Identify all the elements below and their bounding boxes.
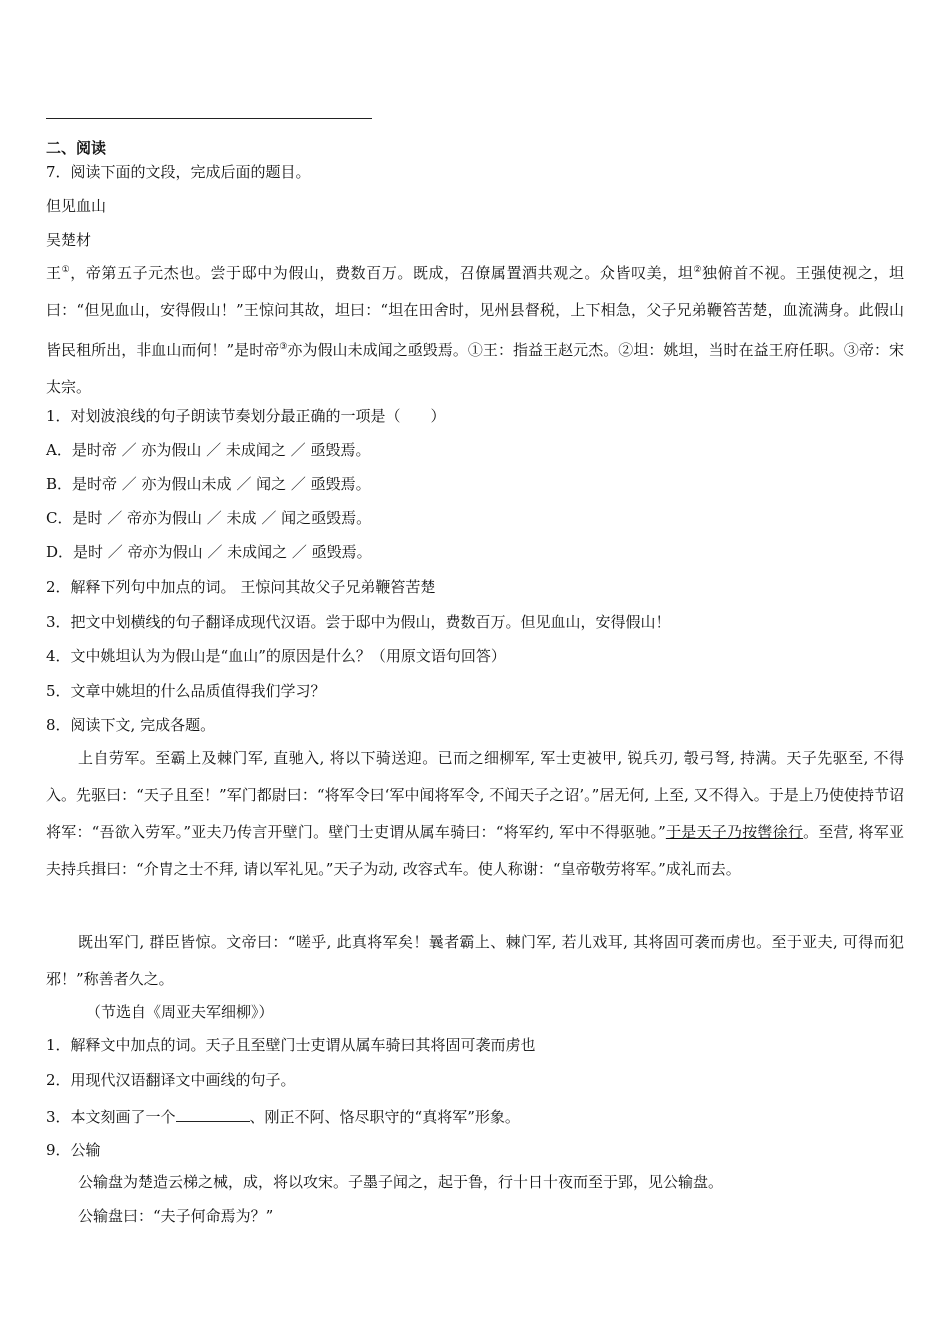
q9-title: 9．公输 [46,1141,101,1159]
q7-option-a: A．是时帝 ／ 亦为假山 ／ 未成闻之 ／ 亟毁焉。 [46,441,371,459]
section-title: 二、阅读 [46,139,107,157]
q7-option-d: D．是时 ／ 帝亦为假山 ／ 未成闻之 ／ 亟毁焉。 [46,543,372,561]
q8-source: （节选自《周亚夫军细柳》） [86,1003,274,1021]
q7-sub5: 5．文章中姚坦的什么品质值得我们学习？ [46,682,326,700]
q7-option-b: B．是时帝 ／ 亦为假山未成 ／ 闻之 ／ 亟毁焉。 [46,475,371,493]
q7-passage-title: 但见血山 [46,197,107,215]
q8-sub2: 2．用现代汉语翻译文中画线的句子。 [46,1071,296,1089]
answer-line [46,118,372,119]
note-mark: ① [61,265,71,275]
q7-sub4: 4．文中姚坦认为为假山是“血山”的原因是什么？（用原文语句回答） [46,647,506,665]
q8-sub3: 3．本文刻画了一个 、刚正不阿、恪尽职守的“真将军”形象。 [46,1105,520,1127]
q7-sub2: 2．解释下列句中加点的词。 王惊问其故父子兄弟鞭笞苦楚 [46,578,436,596]
q8-intro: 8．阅读下文, 完成各题。 [46,716,216,734]
q9-line-2: 公输盘曰：“夫子何命焉为？” [78,1207,274,1225]
q8-paragraph-2: 既出军门, 群臣皆惊。文帝曰：“嗟乎, 此真将军矣！曩者霸上、棘门军, 若儿戏耳, 其将固可袭而虏也。至于亚夫, 可得而犯邪！”称善者久之。 [46,933,904,988]
note-mark: ③ [279,342,288,352]
q8-sub1: 1．解释文中加点的词。天子且至壁门士吏谓从属车骑曰其将固可袭而虏也 [46,1036,536,1054]
fill-blank[interactable] [176,1105,250,1122]
q7-option-c: C．是时 ／ 帝亦为假山 ／ 未成 ／ 闻之亟毁焉。 [46,509,372,527]
q7-author: 吴楚材 [46,231,92,249]
q7-passage: 王①，帝第五子元杰也。尝于邸中为假山，费数百万。既成，召僚属置酒共观之。众皆叹美，坦②独俯首不视。王强使视之，坦曰：“但见血山，安得假山！”王惊问其故，坦曰：“坦在田舍时，见州县督税，上下相急，父子兄弟鞭笞苦楚，血流满身。此假山皆民租所出，非血山而何！”是时帝③亦为假山未成闻之亟毁焉。①王：指益王赵元杰。②坦：姚坦，当时在益王府任职。③帝：宋太宗。 [46,264,904,396]
underlined-sentence: 于是天子乃按辔徐行 [665,823,804,841]
q7-sub1: 1．对划波浪线的句子朗读节奏划分最正确的一项是（ ） [46,407,446,425]
q7-sub3: 3．把文中划横线的句子翻译成现代汉语。尝于邸中为假山，费数百万。但见血山，安得假山！ [46,613,671,631]
q9-line-1: 公输盘为楚造云梯之械，成，将以攻宋。子墨子闻之，起于鲁，行十日十夜而至于郢，见公输盘。 [78,1173,724,1191]
q7-intro: 7．阅读下面的文段，完成后面的题目。 [46,163,311,181]
q8-paragraph-1: 上自劳军。至霸上及棘门军, 直驰入, 将以下骑送迎。已而之细柳军, 军士吏被甲, 锐兵刃, 彀弓弩, 持满。天子先驱至, 不得入。先驱曰：“天子且至！”军门都尉曰：“将军令曰‘军中闻将军令, 不闻天子之诏’。”居无何, 上至, 又不得入。于是上乃使使持节诏将军：“吾欲入劳军。”亚夫乃传言开壁门。壁门士吏谓从属车骑曰：“将军约, 军中不得驱驰。”于是天子乃按辔徐行。至营, 将军亚夫持兵揖曰：“介胄之士不拜, 请以军礼见。”天子为动, 改容式车。使人称谢：“皇帝敬劳将军。”成礼而去。 [46,749,904,878]
note-mark: ② [693,265,703,275]
